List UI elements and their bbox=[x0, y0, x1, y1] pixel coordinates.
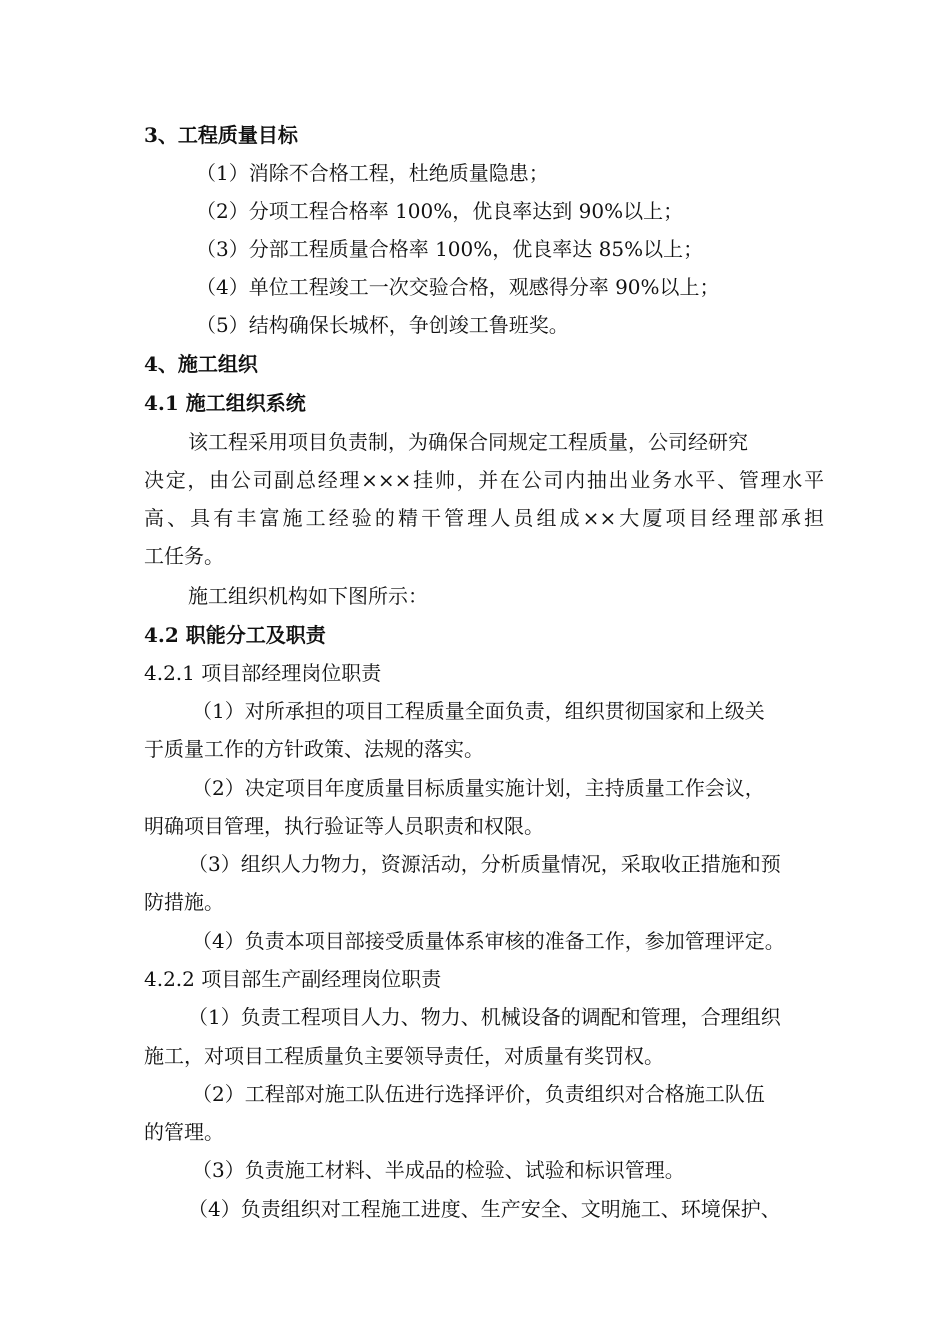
quality-goal-4: （4）单位工程竣工一次交验合格，观感得分率 90%以上； bbox=[196, 275, 720, 299]
quality-goal-5: （5）结构确保长城杯，争创竣工鲁班奖。 bbox=[196, 313, 569, 337]
manager-duty-3-line-1: （3）组织人力物力，资源活动，分析质量情况，采取收正措施和预 bbox=[188, 852, 781, 876]
section-4-heading: 4、施工组织 bbox=[144, 352, 258, 376]
manager-duty-2-line-1: （2）决定项目年度质量目标质量实施计划，主持质量工作会议， bbox=[192, 776, 765, 800]
manager-duty-2-line-2: 明确项目管理，执行验证等人员职责和权限。 bbox=[144, 814, 544, 838]
manager-duty-1-line-1: （1）对所承担的项目工程质量全面负责，组织贯彻国家和上级关 bbox=[192, 699, 765, 723]
manager-duty-1-line-2: 于质量工作的方针政策、法规的落实。 bbox=[144, 737, 484, 761]
deputy-duty-3: （3）负责施工材料、半成品的检验、试验和标识管理。 bbox=[192, 1158, 685, 1182]
org-paragraph-line-3: 高、具有丰富施工经验的精干管理人员组成××大厦项目经理部承担 bbox=[144, 506, 824, 530]
org-paragraph-line-4: 工任务。 bbox=[144, 544, 224, 568]
deputy-duty-1-line-2: 施工，对项目工程质量负主要领导责任，对质量有奖罚权。 bbox=[144, 1044, 664, 1068]
section-4-2-2-heading: 4.2.2 项目部生产副经理岗位职责 bbox=[144, 967, 442, 991]
section-4-1-heading: 4.1 施工组织系统 bbox=[144, 391, 306, 415]
manager-duty-3-line-2: 防措施。 bbox=[144, 890, 224, 914]
org-paragraph-line-1: 该工程采用项目负责制，为确保合同规定工程质量，公司经研究 bbox=[188, 430, 748, 454]
org-paragraph-line-2: 决定，由公司副总经理×××挂帅，并在公司内抽出业务水平、管理水平 bbox=[144, 468, 824, 492]
quality-goal-1: （1）消除不合格工程，杜绝质量隐患； bbox=[196, 161, 549, 185]
section-3-heading: 3、工程质量目标 bbox=[144, 123, 298, 147]
section-4-2-1-heading: 4.2.1 项目部经理岗位职责 bbox=[144, 661, 382, 685]
quality-goal-2: （2）分项工程合格率 100%，优良率达到 90%以上； bbox=[196, 199, 684, 223]
manager-duty-4: （4）负责本项目部接受质量体系审核的准备工作，参加管理评定。 bbox=[192, 929, 785, 953]
deputy-duty-2-line-1: （2）工程部对施工队伍进行选择评价，负责组织对合格施工队伍 bbox=[192, 1082, 765, 1106]
quality-goal-3: （3）分部工程质量合格率 100%，优良率达 85%以上； bbox=[196, 237, 704, 261]
org-figure-note: 施工组织机构如下图所示： bbox=[188, 584, 428, 608]
deputy-duty-4-line-1: （4）负责组织对工程施工进度、生产安全、文明施工、环境保护、 bbox=[188, 1197, 781, 1221]
section-4-2-heading: 4.2 职能分工及职责 bbox=[144, 623, 326, 647]
deputy-duty-1-line-1: （1）负责工程项目人力、物力、机械设备的调配和管理，合理组织 bbox=[188, 1005, 781, 1029]
deputy-duty-2-line-2: 的管理。 bbox=[144, 1120, 224, 1144]
